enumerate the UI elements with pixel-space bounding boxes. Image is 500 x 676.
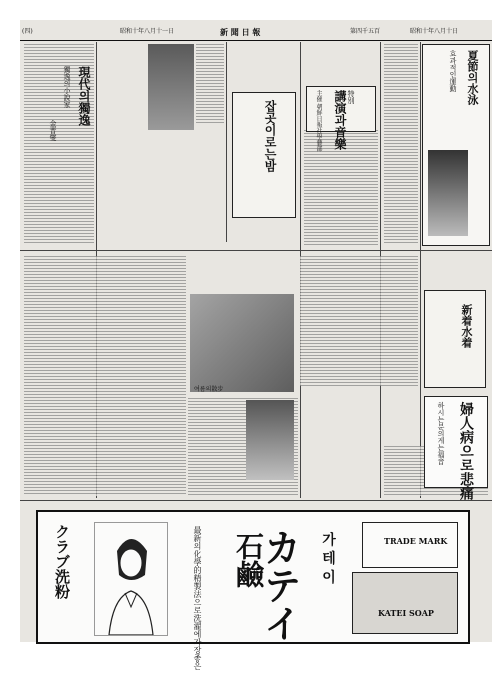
row-rule: [20, 500, 492, 501]
soap-copy: 最新의化學的精製法으로洗濯에가장좋은: [193, 526, 202, 670]
photo-caption: 여름의散步: [194, 386, 224, 393]
soap-package: [352, 572, 458, 634]
column-rule: [420, 42, 421, 498]
soap-brand-kanji: 石鹼: [232, 532, 265, 588]
special-label: 特別: [347, 90, 355, 104]
article-text: [196, 44, 224, 124]
soap-brand-katakana: カテイ: [257, 528, 302, 642]
soap-advertisement: [36, 510, 470, 670]
feature-headline: 現代의獨逸: [77, 66, 91, 126]
article-text: [384, 44, 418, 244]
column-rule: [226, 42, 227, 242]
soap-brand-korean: 가 테 이: [320, 532, 336, 584]
woman-illustration: [94, 522, 168, 636]
soap-package-label: KATEI SOAP: [378, 608, 434, 618]
swimsuit-title: 新着水着: [460, 304, 473, 348]
summer-title: 夏節의水泳: [466, 50, 479, 105]
article-text: [24, 256, 186, 496]
soap-side-brand: クラブ洗粉: [53, 524, 71, 599]
soap-trademark: TRADE MARK: [384, 536, 448, 546]
swimmer-illustration: [428, 150, 468, 236]
special-sponsor: 主催 朝鮮日報社學藝部: [315, 90, 322, 152]
feature-subhead: 獨逸의小說家: [63, 66, 71, 108]
page-number: (四): [22, 28, 33, 35]
special-title: 講演과音樂: [333, 90, 347, 150]
issue-date-left: 昭和十年八月十一日: [120, 28, 175, 35]
mother-child-photo: [246, 400, 294, 480]
row-rule: [20, 250, 492, 251]
article-text: [300, 256, 418, 386]
essay-title: 잡곳이로는밤: [263, 100, 277, 172]
feature-author: 金晋燮: [49, 120, 57, 141]
masthead: 新 聞 日 報: [220, 27, 261, 37]
medicine-sub: 하시는분의게는福音: [437, 402, 445, 465]
portrait-photo: [148, 44, 194, 130]
woman-figure-icon: [95, 523, 167, 635]
summer-sub: 효과적인運動: [449, 50, 457, 92]
newspaper-header: [20, 24, 492, 41]
swimsuit-notice-box: [424, 290, 486, 388]
medicine-headline: 婦人病으로悲痛: [458, 402, 474, 500]
section-number: 第四千五百: [350, 28, 381, 35]
issue-date-right: 昭和十年八月十日: [410, 28, 459, 35]
landscape-photo: [190, 294, 294, 392]
